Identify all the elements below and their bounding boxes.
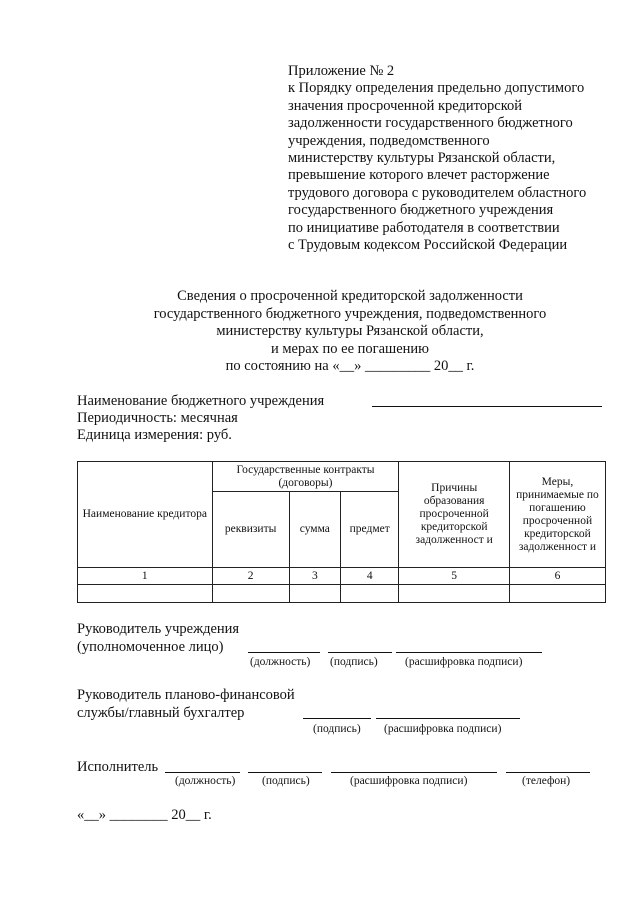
title-line: государственного бюджетного учреждения, подведомственного: [153, 305, 547, 322]
caption-position: (должность): [250, 656, 311, 668]
cell[interactable]: [509, 585, 605, 603]
appendix-line: значения просроченной кредиторской: [288, 97, 523, 114]
executor-phone-field[interactable]: [506, 772, 590, 773]
unit: Единица измерения: руб.: [77, 427, 232, 443]
head-position-field[interactable]: [248, 652, 320, 653]
executor-decoding-field[interactable]: [331, 772, 497, 773]
caption-position: (должность): [175, 775, 236, 787]
appendix-line: задолженности государственного бюджетного: [288, 115, 573, 132]
number-row: [78, 568, 606, 585]
cell[interactable]: [212, 585, 289, 603]
institution-field[interactable]: [372, 406, 602, 407]
title-line: и мерах по ее погашению: [270, 340, 430, 357]
caption-decoding: (расшифровка подписи): [384, 723, 502, 735]
header-measures: Меры, принимаемые по погашению просроченной кредиторской задолженност и: [509, 462, 605, 568]
finance-signature-field[interactable]: [303, 718, 371, 719]
col-number: 5: [399, 568, 509, 585]
table-row: [78, 585, 606, 603]
appendix-line: превышение которого влечет расторжение: [288, 167, 550, 184]
appendix-line: к Порядку определения предельно допустимого: [288, 80, 585, 97]
caption-signature: (подпись): [313, 723, 361, 735]
appendix-line: учреждения, подведомственного: [288, 132, 490, 149]
header-sum: сумма: [289, 492, 340, 568]
document-date: «__» ________ 20__ г.: [77, 807, 212, 823]
finance-decoding-field[interactable]: [376, 718, 520, 719]
appendix-line: по инициативе работодателя в соответствии: [288, 219, 560, 236]
appendix-line: Приложение № 2: [288, 63, 395, 79]
caption-decoding: (расшифровка подписи): [405, 656, 523, 668]
head-signature-field[interactable]: [328, 652, 392, 653]
head-label-1: Руководитель учреждения: [77, 621, 240, 637]
col-number: 3: [289, 568, 340, 585]
finance-label-1: Руководитель планово-финансовой: [77, 687, 295, 703]
header-contracts: Государственные контракты (договоры): [212, 462, 399, 492]
cell[interactable]: [399, 585, 509, 603]
appendix-header: [288, 63, 586, 254]
periodicity: Периодичность: месячная: [77, 410, 238, 426]
finance-label-2: службы/главный бухгалтер: [77, 705, 245, 721]
appendix-line: с Трудовым кодексом Российской Федерации: [288, 237, 568, 254]
executor-position-field[interactable]: [165, 772, 240, 773]
appendix-line: трудового договора с руководителем областного: [288, 184, 587, 201]
caption-signature: (подпись): [262, 775, 310, 787]
debt-table: [77, 461, 606, 603]
caption-phone: (телефон): [522, 775, 571, 787]
institution-label: Наименование бюджетного учреждения: [77, 393, 325, 409]
header-reasons: Причины образования просроченной кредиторской задолженност и: [399, 462, 509, 568]
head-decoding-field[interactable]: [396, 652, 542, 653]
cell[interactable]: [289, 585, 340, 603]
head-label-2: (уполномоченное лицо): [77, 639, 224, 655]
cell[interactable]: [340, 585, 398, 603]
header-subject: предмет: [340, 492, 398, 568]
header-details: реквизиты: [212, 492, 289, 568]
document-title: [100, 288, 600, 376]
col-number: 1: [78, 568, 213, 585]
appendix-line: государственного бюджетного учреждения: [288, 202, 554, 219]
caption-decoding: (расшифровка подписи): [350, 775, 468, 787]
title-line: министерству культуры Рязанской области,: [216, 323, 484, 340]
title-line: Сведения о просроченной кредиторской задолженности: [177, 288, 523, 304]
col-number: 4: [340, 568, 398, 585]
executor-label: Исполнитель: [77, 759, 159, 775]
col-number: 6: [509, 568, 605, 585]
title-line: по состоянию на «__» _________ 20__ г.: [225, 358, 475, 375]
appendix-line: министерству культуры Рязанской области,: [288, 150, 556, 167]
executor-signature-field[interactable]: [248, 772, 322, 773]
cell[interactable]: [78, 585, 213, 603]
col-number: 2: [212, 568, 289, 585]
header-creditor: Наименование кредитора: [78, 462, 213, 568]
caption-signature: (подпись): [330, 656, 378, 668]
